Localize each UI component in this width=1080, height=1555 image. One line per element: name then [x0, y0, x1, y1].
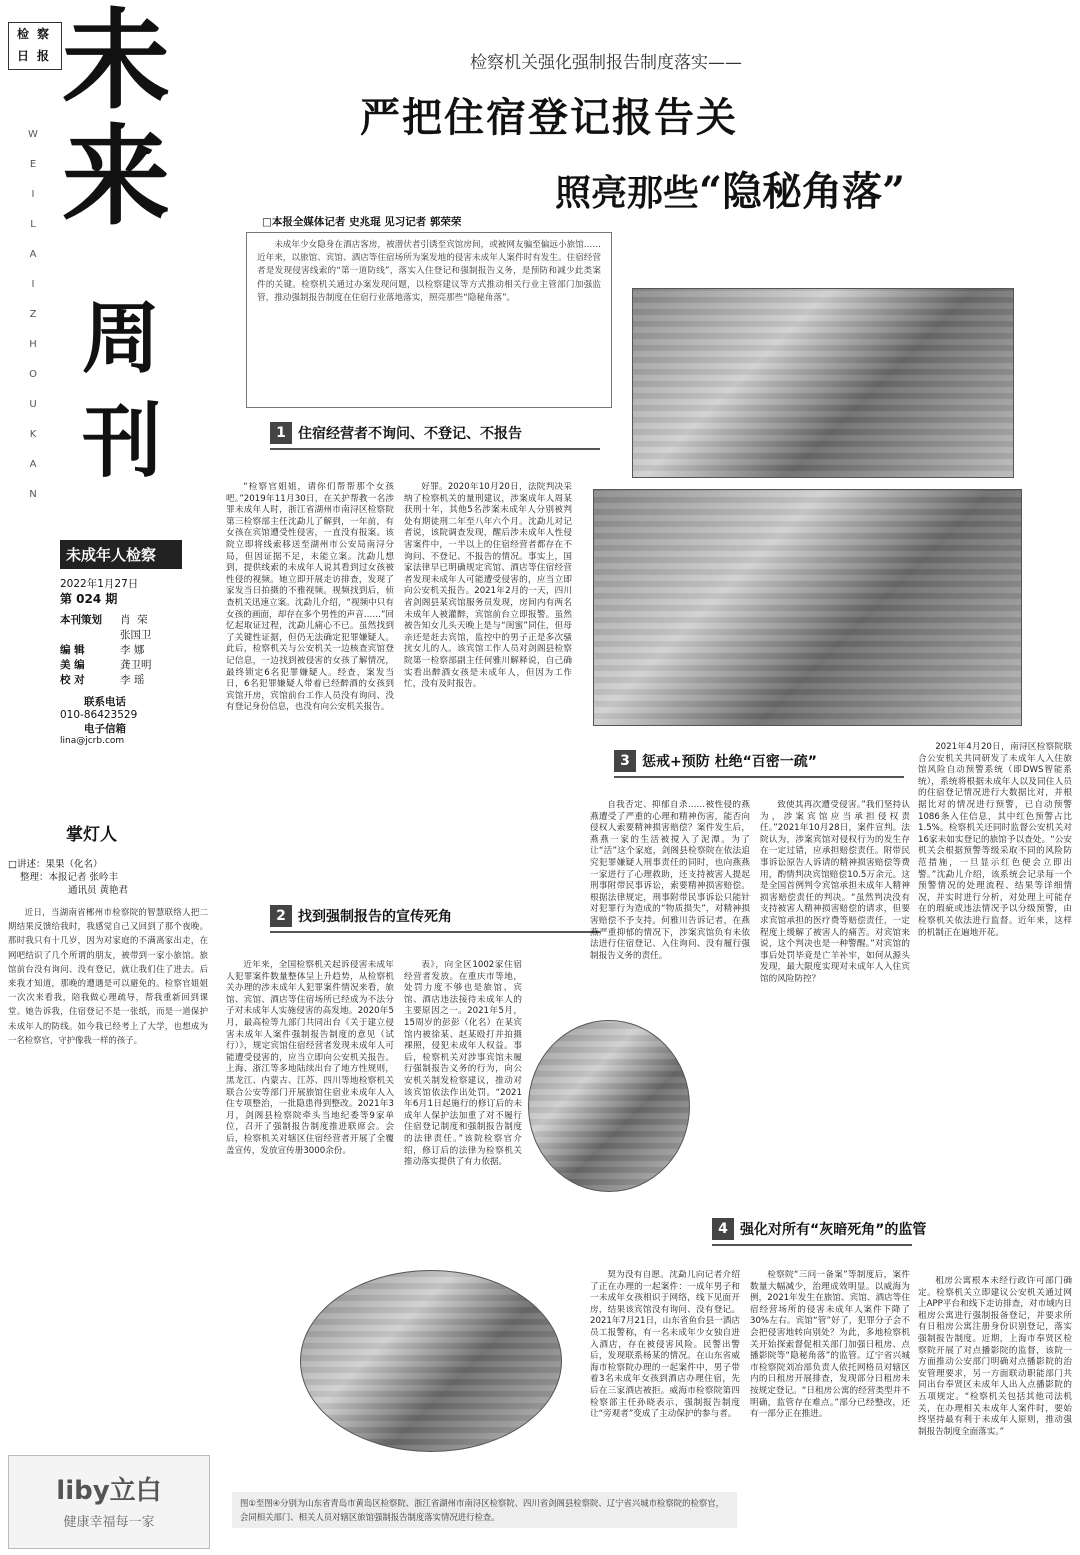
- body-paragraph: 2021年4月20日，南浔区检察院联合公安机关共同研发了未成年人入住旅馆风险自动预警系统（即DWS智能系统），系统将根据未成年人以及同住人员的住宿登记情况进行大数据比对，并根据比对的情况进行预警，已自动预警1086条入住信息，其中红色预警占比1.5%。检察机关还同时监督公安机关对16家未如实登记的旅馆予以查处。“公安机关会根据预警等级采取不同的风险防范措施，一旦显示红色便会立即出警。”沈勐儿介绍，该系统会记录每一个预警情况的处理流程、结果等详细情况，并实时进行分析，对处理上可能存在的瑕疵或违法情况予以分级预警，由检察机关依法进行监督。近年来，这样的机制正在遍地开花。: [918, 742, 1072, 938]
- title-char-lai: 来: [62, 114, 171, 240]
- staff-role: 校 对: [60, 674, 85, 686]
- photo-hotel-lobby: [593, 489, 1022, 726]
- staff-role: 本刊策划: [60, 614, 102, 626]
- staff-row: [60, 673, 180, 688]
- body-paragraph: 近年来，全国检察机关起诉侵害未成年人犯罪案件数量整体呈上升趋势，从检察机关办理的涉未成年人犯罪案件情况来看，旅馆、宾馆、酒店等住宿场所已经成为不法分子对未成年人实施侵害的高发地。2020年5月，最高检等九部门共同出台《关于建立侵害未成年人案件强制报告制度的意见（试行）》，规定宾馆住宿经营者发现未成年人可能遭受侵害的，应当立即向公安机关报告。上海、浙江等多地陆续出台了地方性规则，黑龙江、内蒙古、江苏、四川等地检察机关联合公安等部门开展旅馆住宿业未成年人入住专项整治，一批隐患得到整改。2021年3月，剑阁县检察院牵头当地纪委等9家单位，召开了强制报告制度推进联席会。会后，检察机关对辖区住宿经营者开展了全覆盖宣传，发放宣传册3000余份。: [226, 960, 394, 1156]
- phone: 010-86423529: [60, 709, 138, 721]
- body-paragraph: “检察官姐姐，请你们帮帮那个女孩吧。”2019年11月30日，在关护帮教一名涉罪未成年人时，浙江省湖州市南浔区检察院第三检察部主任沈勐儿了解到，一年前，有女孩在宾馆遭受性侵害，一直没有报案。该院立即将线索移送至湖州市公安局南浔分局，但因证据不足，未能立案。沈勐儿想到，提供线索的未成年人说其看到过女孩被性侵的视频。她立即开展走访排查，发现了家发当日拍摄的不雅视频。视频找到后，侦查机关迅速立案。沈勐儿介绍，“视频中只有女孩的画面，却存在多个男性的声音……”回忆起取证过程，沈勐儿痛心不已。虽然找到了关键性证据，但仍无法确定犯罪嫌疑人。此后，检察机关与公安机关一边核查宾馆登记信息，一边找到被侵害的女孩了解情况，最终锁定6名犯罪嫌疑人。经查，案发当日，6名犯罪嫌疑人带着已经醉酒的女孩到宾馆开房，宾馆前台工作人员没有询问、没有登记身份信息，也没有向公安机关报告。: [226, 482, 394, 713]
- body-paragraph: 检察院“三问一备案”等制度后，案件数量大幅减少，治理成效明显。以威海为例，2021年发生在旅馆、宾馆、酒店等住宿经营场所的侵害未成年人案件下降了30%左右。宾馆“管”好了，犯罪分子会不会把侵害地转向别处？为此，多地检察机关开始探索督促相关部门加强日租房、点播影院等“隐秘角落”的监管。辽宁省兴城市检察院刘冶部负责人依托网格员对辖区内的日租房开展排查，发现部分日租房未按规定登记。“日租房公寓的经营类型并不明确，监管存在难点。”部分已经整改，还有一部分正在推进。: [750, 1270, 910, 1420]
- lead-paragraph: 未成年少女隐身在酒店客房，被潜伏者引诱至宾馆房间，或被网友骗至偏远小旅馆……近年来，以旅馆、宾馆、酒店等住宿场所为案发地的侵害未成年人案件时有发生。住宿经营者是发现侵害线索的“第一道防线”，落实入住登记和强制报告义务，是预防和减少此类案件的关键。检察机关通过办案发现问题，以检察建议等方式推动相关行业主管部门加强监管，推动强制报告制度在住宿行业落地落实，照亮那些“隐秘角落”。: [257, 240, 601, 303]
- section-2-column-a: [226, 960, 394, 1260]
- contact-label: 联系电话: [84, 696, 126, 708]
- staff-row: [60, 658, 180, 673]
- section-1-column-a: [226, 482, 394, 872]
- section-1-rule: [270, 448, 600, 450]
- body-paragraph: 租房公寓根本未经行政许可部门确定。检察机关立即建议公安机关通过网上APP平台和线下走访排查，对市域内日租房公寓进行强制报备登记，并要求所有日租房公寓注册身份识别登记，落实强制报告制度。近期，上海市奉贤区检察院开展了对点播影院的监督，该院一方面推动公安部门明确对点播影院的治安管理要求，另一方面联动职能部门共同出台奉贤区未成年人出入点播影院的五项规定。“检察机关包括其他司法机关，在办理相关未成年人案件时，要始终坚持最有利于未成年人原则，推动强制报告制度全面落实。”: [918, 1276, 1072, 1437]
- photo-reception-check: [528, 1020, 690, 1192]
- staff-row: [60, 613, 180, 643]
- title-char-kan: 刊: [82, 394, 162, 488]
- section-3-title: 惩戒+预防 杜绝“百密一疏”: [642, 754, 818, 770]
- section-3-header: [614, 748, 817, 774]
- headline-sub-quote: “隐秘角落”: [699, 168, 906, 215]
- section-1-column-b: [404, 482, 572, 872]
- section-1-header: [270, 420, 522, 446]
- section-4-rule: [712, 1244, 912, 1246]
- staff-names: 肖 荣 张国卫: [120, 614, 152, 641]
- staff-role: 编 辑: [60, 644, 85, 656]
- correspondent-line: 通讯员 黄艳君: [68, 885, 129, 896]
- email: lina@jcrb.com: [60, 736, 125, 746]
- section-2-rule: [270, 931, 600, 933]
- section-3-column-c: [918, 742, 1072, 1268]
- newspaper-logo: 检察日报: [8, 22, 62, 70]
- staff-names: 李 瑶: [120, 674, 145, 686]
- body-paragraph: 表》，向全区1002家住宿经营者发放。在重庆市等地，处罚力度不够也是旅馆、宾馆、酒店违法接待未成年人的主要原因之一。2021年5月，15周岁的彭彭（化名）在某宾馆内被徐某、赵某殴打并拍摄裸照，侵犯未成年人权益。事后，检察机关对涉事宾馆未履行强制报告义务的行为，向公安机关制发检察建议，推动对该宾馆依法作出处罚。“2021年6月1日起施行的修订后的未成年人保护法加重了对不履行住宿登记制度和强制报告制度的法律责任。”该院检察官介绍，修订后的法律为检察机关推动落实提供了有力依据。: [404, 960, 522, 1168]
- section-tag: 未成年人检察: [60, 540, 182, 569]
- section-4-column-b: [750, 1270, 910, 1540]
- speaker-line: □讲述：果果（化名）: [8, 859, 103, 870]
- title-char-wei: 未: [62, 0, 171, 124]
- staff-names: 龚卫明: [120, 659, 152, 671]
- body-paragraph: 好罪。2020年10月20日，法院判决采纳了检察机关的量刑建议，涉案成年人周某获刑十年，其他5名涉案未成年人分别被判处有期徒刑二年至八年六个月。沈勐儿对记者说，该院调查发现，醒后涉未成年人性侵害案件中，一半以上的住宿经营者都存在不询问、不登记、不报告的情况。事实上，国家法律早已明确规定宾馆、酒店等住宿经营者发现未成年人可能遭受侵害的，应当立即向公安机关报告。2021年2月的一天，四川省剑阁县某宾馆服务员发现，房间内有两名未成年人被灌醉，宾馆前台立即报警。虽然被告知女儿头天晚上是与“闺蜜”同住，但母亲还是赶去宾馆，监控中的男子正是多次骚扰女儿的人。该宾馆工作人员对剑阁县检察院第一检察部副主任何雅川解释说，自己确实看出醉酒女孩是未成年人，但因为工作忙，没有及时报告。: [404, 482, 572, 690]
- headline-sub-prefix: 照亮那些: [555, 172, 700, 214]
- staff-list: [60, 613, 180, 688]
- section-4-header: [712, 1216, 926, 1242]
- section-2-column-b: [404, 960, 522, 1260]
- section-4-column-c: [918, 1276, 1072, 1546]
- section-2-title: 找到强制报告的宣传死角: [298, 909, 452, 925]
- section-3-number: 3: [614, 750, 636, 772]
- byline: □本报全媒体记者 史兆琨 见习记者 郭荣荣: [262, 216, 462, 228]
- section-4-title: 强化对所有“灰暗死角”的监管: [740, 1222, 927, 1238]
- masthead: [0, 0, 171, 535]
- body-paragraph: 致使其再次遭受侵害。”我们坚持认为，涉案宾馆应当承担侵权责任。”2021年10月28日，案件宣判。法院认为，涉案宾馆对侵权行为的发生存在一定过错，应承担赔偿责任。附带民事诉讼原告人诉请的精神损害赔偿等费用，酌情判决宾馆赔偿10.5万余元。这是全国首例判令宾馆承担未成年人精神损害赔偿责任的判决。“虽然判决没有支持被害人精神损害赔偿的请求，但要求宾馆承担的医疗费等赔偿责任，一定程度上缓解了被害人的痛苦。对宾馆来说，这个判决也是一种警醒。”对宾馆的事后处罚毕竟是亡羊补牢，如何从源头发现，最大限度实现对未成年人入住宾馆的风险防控？: [760, 800, 910, 984]
- staff-role: 美 编: [60, 659, 85, 671]
- section-3-rule: [614, 776, 904, 778]
- photo-caption: 图①至图④分别为山东省青岛市黄岛区检察院、浙江省湖州市南浔区检察院、四川省剑阁县检察院、辽宁省兴城市检察院的检察官，会同相关部门、相关人员对辖区旅馆强制报告制度落实情况进行检查。: [232, 1492, 737, 1528]
- body-paragraph: 自我否定、抑郁自杀……被性侵的燕燕遭受了严重的心理和精神伤害，能否向侵权人索要精神损害赔偿？案件发生后，燕燕一家的生活被搅入了泥潭。为了让“活”这个家庭，剑阁县检察院在依法追究犯罪嫌疑人刑事责任的同时，也向燕燕一家进行了心理救助，还支持被害人提起刑事附带民事诉讼，索要精神损害赔偿。根据法律规定，刑事附带民事诉讼只能针对犯罪行为造成的“物质损失”，对精神损害赔偿不予支持。何雅川告诉记者，在燕燕严重抑郁的情况下，涉案宾馆负有未依法进行住宿登记、入住询问、没有履行强制报告义务的责任。: [590, 800, 750, 961]
- ad-brand: liby立白: [56, 1476, 162, 1506]
- headline-main: 严把住宿登记报告关: [360, 94, 738, 141]
- body-paragraph: 契为没有自愿。沈勐儿向记者介绍了正在办理的一起案件：一成年男子和一未成年女孩相识于网络，线下见面开房，结果该宾馆没有询问、没有登记。2021年7月21日，山东省鱼台县一酒店员工报警称，有一名未成年少女独自进入酒店，存在被侵害风险。民警出警后，发现联系杨某的情况。在山东省威海市检察院办理的一起案件中，男子带着3名未成年女孩到酒店办理住宿，先后在三家酒店被拒。威海市检察院第四检察部主任孙晓表示，强制报告制度让“旁观者”变成了主动保护的参与者。: [590, 1270, 740, 1420]
- section-2-header: [270, 903, 452, 929]
- issue-date: 2022年1月27日: [60, 578, 139, 590]
- ad-slogan: 健康幸福每一家: [63, 1515, 155, 1530]
- zhangdengren-credits: [8, 858, 208, 897]
- issue-number: 第 024 期: [60, 592, 118, 606]
- lead-box: [246, 232, 612, 408]
- headline-sub: [555, 160, 905, 217]
- section-2-number: 2: [270, 905, 292, 927]
- organizer-line: 整理：本报记者 张吟丰: [20, 872, 119, 883]
- headline-kicker: 检察机关强化强制报告制度落实——: [470, 53, 742, 73]
- photo-officers-inspection: [300, 1270, 562, 1452]
- section-1-title: 住宿经营者不询问、不登记、不报告: [298, 426, 522, 442]
- staff-row: [60, 643, 180, 658]
- section-3-column-b: [760, 800, 910, 1020]
- masthead-pinyin: WEILAIZHOUKAN: [28, 129, 40, 500]
- section-3-column-a: [590, 800, 750, 1010]
- zhangdengren-paragraph: 近日，当湖南省郴州市检察院的智慧联络人把二期结果反馈给我时，我感觉自己又回到了那个夜晚。那时我只有十几岁，因为对家庭的不满离家出走，在网吧结识了几个所谓的朋友，被带到一家小旅馆。旅馆前台没有询问、没有登记，就让我们住了进去。后来我才知道，那晚的遭遇是可以避免的。检察官姐姐一次次来看我，陪我做心理疏导，帮我重新回到课堂。她告诉我，住宿登记不是一张纸，而是一道保护未成年人的防线。如今我已经考上了大学，也想成为一名检察官，守护像我一样的孩子。: [8, 907, 208, 1045]
- email-label: 电子信箱: [84, 723, 126, 735]
- title-char-zhou: 周: [82, 293, 161, 384]
- section-4-column-a: [590, 1270, 740, 1450]
- section-1-number: 1: [270, 422, 292, 444]
- zhangdengren-body: [8, 905, 208, 1445]
- staff-names: 李 娜: [120, 644, 145, 656]
- issue-info-panel: [60, 540, 180, 770]
- zhangdengren-title: 掌灯人: [66, 825, 117, 845]
- advertisement: [8, 1455, 210, 1549]
- photo-inspection-front-desk: [632, 288, 1014, 478]
- section-4-number: 4: [712, 1218, 734, 1240]
